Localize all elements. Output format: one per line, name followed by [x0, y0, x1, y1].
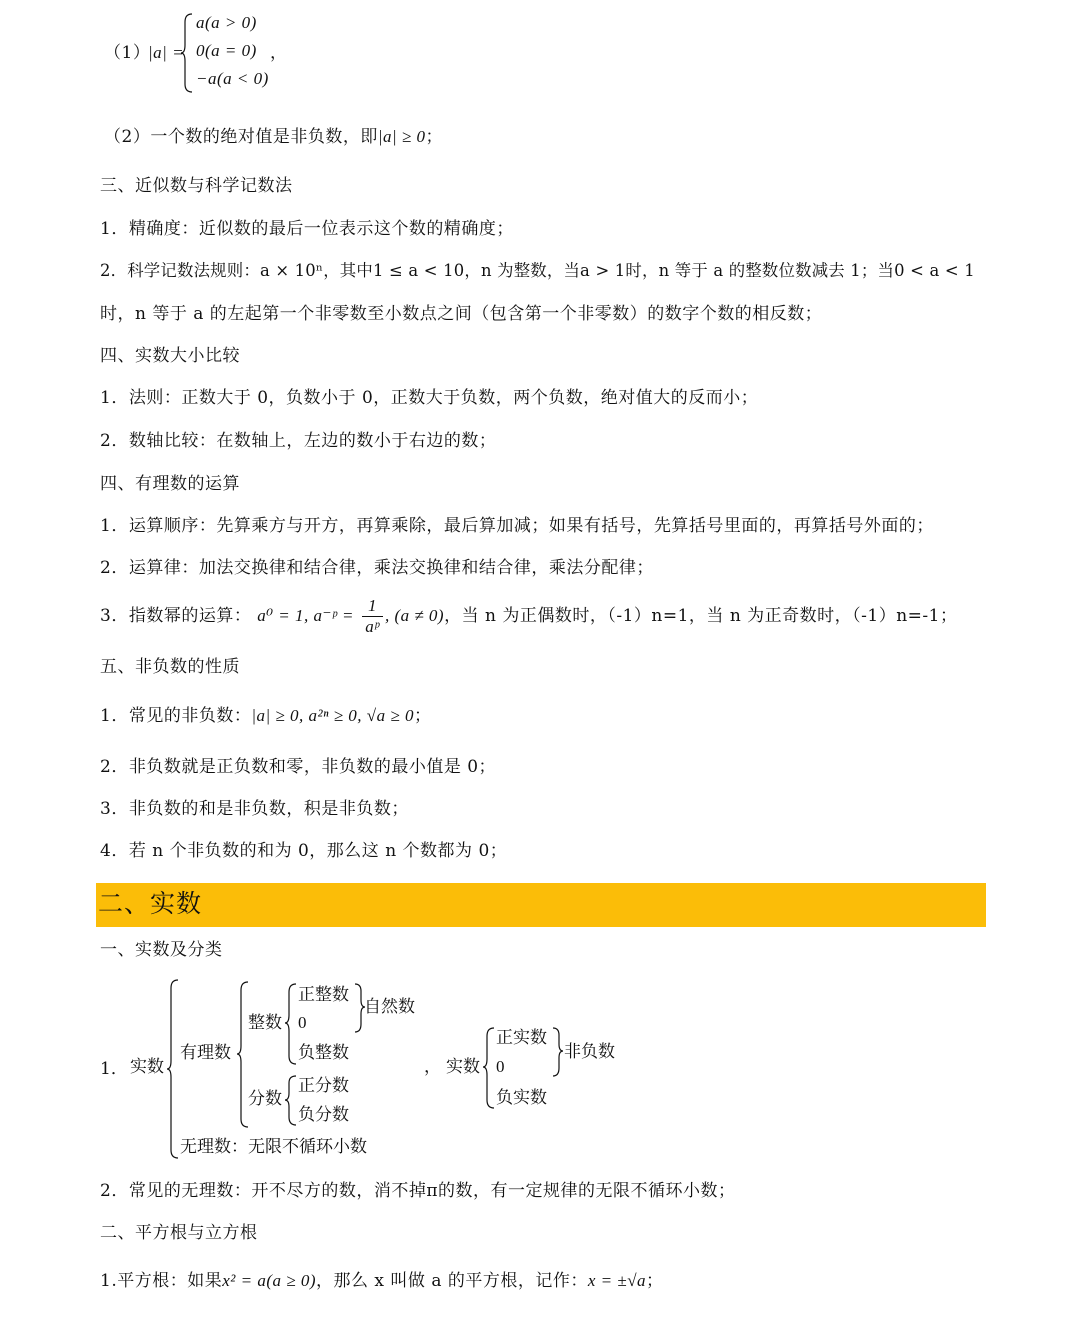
tree2-pos-real: 正实数 [496, 1028, 547, 1048]
roots-heading: 二、平方根与立方根 [100, 1223, 258, 1243]
abs-def-case1: a(a > 0) [196, 13, 257, 32]
sec3-item2-line2: 时，n 等于 a 的左起第一个非零数至小数点之间（包含第一个非零数）的数字个数的相反数； [100, 304, 823, 324]
abs-def-case3: −a(a < 0) [196, 69, 269, 88]
sec3-heading: 三、近似数与科学记数法 [100, 176, 293, 196]
sec5-item3: 3．非负数的和是非负数，积是非负数； [100, 799, 409, 819]
abs-prop-formula: |a| ≥ 0 [377, 127, 426, 146]
sec5-item1 [100, 705, 431, 727]
real-item1-label: 1． [100, 1059, 128, 1079]
abs-prop [104, 126, 443, 148]
roots-item1-mid: ，那么 x 叫做 a 的平方根，记作： [316, 1271, 588, 1291]
roots-item1-f1: x² = a(a ≥ 0) [222, 1271, 317, 1290]
sec4b-item1: 1．运算顺序：先算乘方与开方，再算乘除，最后算加减；如果有括号，先算括号里面的，再算括号外面的； [100, 516, 934, 536]
tree-zero: 0 [298, 1013, 307, 1032]
abs-def-tail: ， [270, 43, 288, 63]
tree-integer-brace [284, 982, 298, 1066]
tree-natural: 自然数 [364, 997, 415, 1017]
tree-pos-int: 正整数 [298, 985, 349, 1005]
sec4a-item2: 2．数轴比较：在数轴上，左边的数小于右边的数； [100, 431, 497, 451]
roots-item1-tail: ； [646, 1271, 664, 1291]
sec5-item4: 4．若 n 个非负数的和为 0，那么这 n 个数都为 0； [100, 841, 508, 861]
abs-def-label: （1） [104, 43, 151, 63]
tree-neg-int: 负整数 [298, 1043, 349, 1063]
sec4b-item3-post: ，当 n 为正偶数时，（-1）n=1，当 n 为正奇数时，（-1）n=-1； [444, 606, 958, 626]
tree-fraction-brace [284, 1074, 298, 1128]
tree-pos-frac: 正分数 [298, 1076, 349, 1096]
tree-root-brace [166, 978, 180, 1160]
real-item2: 2．常见的无理数：开不尽方的数，消不掉π的数，有一定规律的无限不循环小数； [100, 1181, 736, 1201]
tree2-zero: 0 [496, 1057, 505, 1076]
tree-root: 实数 [130, 1057, 164, 1077]
tree2-nonneg-brace [552, 1026, 564, 1078]
tree-sep: ， [424, 1057, 441, 1077]
sec5-item1-tail: ； [413, 706, 432, 726]
tree2-nonneg: 非负数 [564, 1042, 615, 1062]
sec5-item1-formula: |a| ≥ 0, a²ⁿ ≥ 0, √a ≥ 0 [251, 706, 414, 725]
sec3-item2-line1: 2．科学记数法规则：a × 10ⁿ，其中1 ≤ a < 10，n 为整数，当a > 1时，n 等于 a 的整数位数减去 1；当0 < a < 1 [100, 261, 975, 280]
sec4a-item1: 1．法则：正数大于 0，负数小于 0，正数大于负数，两个负数，绝对值大的反而小； [100, 388, 759, 408]
sec5-item1-pre: 1．常见的非负数： [100, 706, 252, 726]
tree2-root-brace [482, 1026, 496, 1110]
tree-rational: 有理数 [180, 1043, 231, 1063]
abs-def-case2: 0(a = 0) [196, 41, 257, 60]
real-heading: 一、实数及分类 [100, 940, 223, 960]
sec4b-item3-den: aᵖ [365, 617, 380, 636]
tree-neg-frac: 负分数 [298, 1105, 349, 1125]
roots-item1-pre: 1.平方根：如果 [100, 1271, 223, 1291]
sec4b-item3-fraction [362, 596, 383, 637]
sec4b-item3-num: 1 [362, 596, 383, 617]
sec4b-item3-pre: 3．指数幂的运算： [100, 606, 252, 626]
roots-item1-f2: x = ±√a [587, 1271, 647, 1290]
tree-fraction: 分数 [248, 1089, 282, 1109]
section-banner [96, 883, 986, 927]
sec4b-item3 [100, 594, 958, 638]
roots-item1 [100, 1270, 664, 1292]
sec4a-heading: 四、实数大小比较 [100, 346, 240, 366]
sec4b-item3-f2: , (a ≠ 0) [384, 606, 445, 625]
abs-def-lhs: |a| = [148, 43, 185, 62]
tree-integer: 整数 [248, 1013, 282, 1033]
tree2-neg-real: 负实数 [496, 1088, 547, 1108]
abs-prop-tail: ； [425, 127, 444, 147]
tree2-root: 实数 [446, 1057, 480, 1077]
sec3-item1: 1．精确度：近似数的最后一位表示这个数的精确度； [100, 219, 514, 239]
tree-irrational: 无理数：无限不循环小数 [180, 1137, 367, 1157]
abs-prop-text: （2）一个数的绝对值是非负数，即 [104, 127, 378, 147]
sec4b-item2: 2．运算律：加法交换律和结合律，乘法交换律和结合律，乘法分配律； [100, 558, 654, 578]
sec5-item2: 2．非负数就是正负数和零，非负数的最小值是 0； [100, 757, 497, 777]
abs-def-brace [180, 12, 194, 94]
sec5-heading: 五、非负数的性质 [100, 657, 240, 677]
sec4b-item3-f1: a⁰ = 1, a⁻ᵖ = [257, 606, 355, 625]
section-banner-title: 二、实数 [98, 889, 203, 918]
sec4b-heading: 四、有理数的运算 [100, 474, 240, 494]
